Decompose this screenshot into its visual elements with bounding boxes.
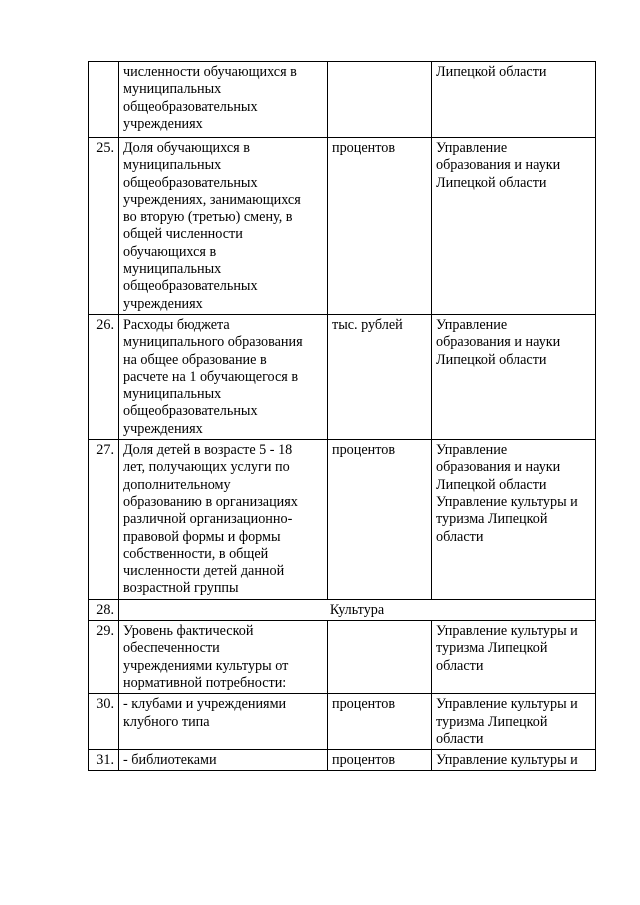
row-number: 25. [89, 138, 119, 315]
indicator-name: - библиотеками [119, 750, 328, 771]
section-header-row [89, 599, 596, 620]
indicator-name: Доля обучающихся в муниципальных общеобразовательных учреждениях, занимающихся во вторую (третью) смену, в общей численности обучающихся в муниципальных общеобразовательных учреждениях [119, 138, 328, 315]
table-row [89, 621, 596, 694]
unit-of-measure: тыс. рублей [328, 314, 432, 439]
unit-of-measure: процентов [328, 138, 432, 315]
responsible-body: Управление образования и науки Липецкой области [432, 138, 596, 315]
row-number [89, 62, 119, 138]
unit-of-measure: процентов [328, 440, 432, 600]
responsible-body: Управление культуры и туризма Липецкой области [432, 694, 596, 750]
table-row [89, 138, 596, 315]
indicator-name: Уровень фактической обеспеченности учреждениями культуры от нормативной потребности: [119, 621, 328, 694]
responsible-body: Управление образования и науки Липецкой области [432, 314, 596, 439]
unit-of-measure [328, 621, 432, 694]
unit-of-measure: процентов [328, 694, 432, 750]
responsible-body: Управление образования и науки Липецкой области Управление культуры и туризма Липецкой области [432, 440, 596, 600]
table-row [89, 440, 596, 600]
row-number: 28. [89, 599, 119, 620]
section-title: Культура [119, 599, 596, 620]
row-number: 29. [89, 621, 119, 694]
indicator-name: численности обучающихся в муниципальных общеобразовательных учреждениях [119, 62, 328, 138]
indicator-name: - клубами и учреждениями клубного типа [119, 694, 328, 750]
row-number: 30. [89, 694, 119, 750]
table-row [89, 62, 596, 138]
indicators-table [88, 61, 596, 771]
responsible-body: Управление культуры и [432, 750, 596, 771]
row-number: 27. [89, 440, 119, 600]
table-row [89, 314, 596, 439]
responsible-body: Липецкой области [432, 62, 596, 138]
indicator-name: Расходы бюджета муниципального образования на общее образование в расчете на 1 обучающегося в муниципальных общеобразовательных учреждениях [119, 314, 328, 439]
unit-of-measure: процентов [328, 750, 432, 771]
table-row [89, 750, 596, 771]
row-number: 26. [89, 314, 119, 439]
row-number: 31. [89, 750, 119, 771]
indicator-name: Доля детей в возрасте 5 - 18 лет, получающих услуги по дополнительному образованию в организациях различной организационно- правовой формы и формы собственности, в общей численности детей данной возрастной группы [119, 440, 328, 600]
unit-of-measure [328, 62, 432, 138]
responsible-body: Управление культуры и туризма Липецкой области [432, 621, 596, 694]
table-row [89, 694, 596, 750]
